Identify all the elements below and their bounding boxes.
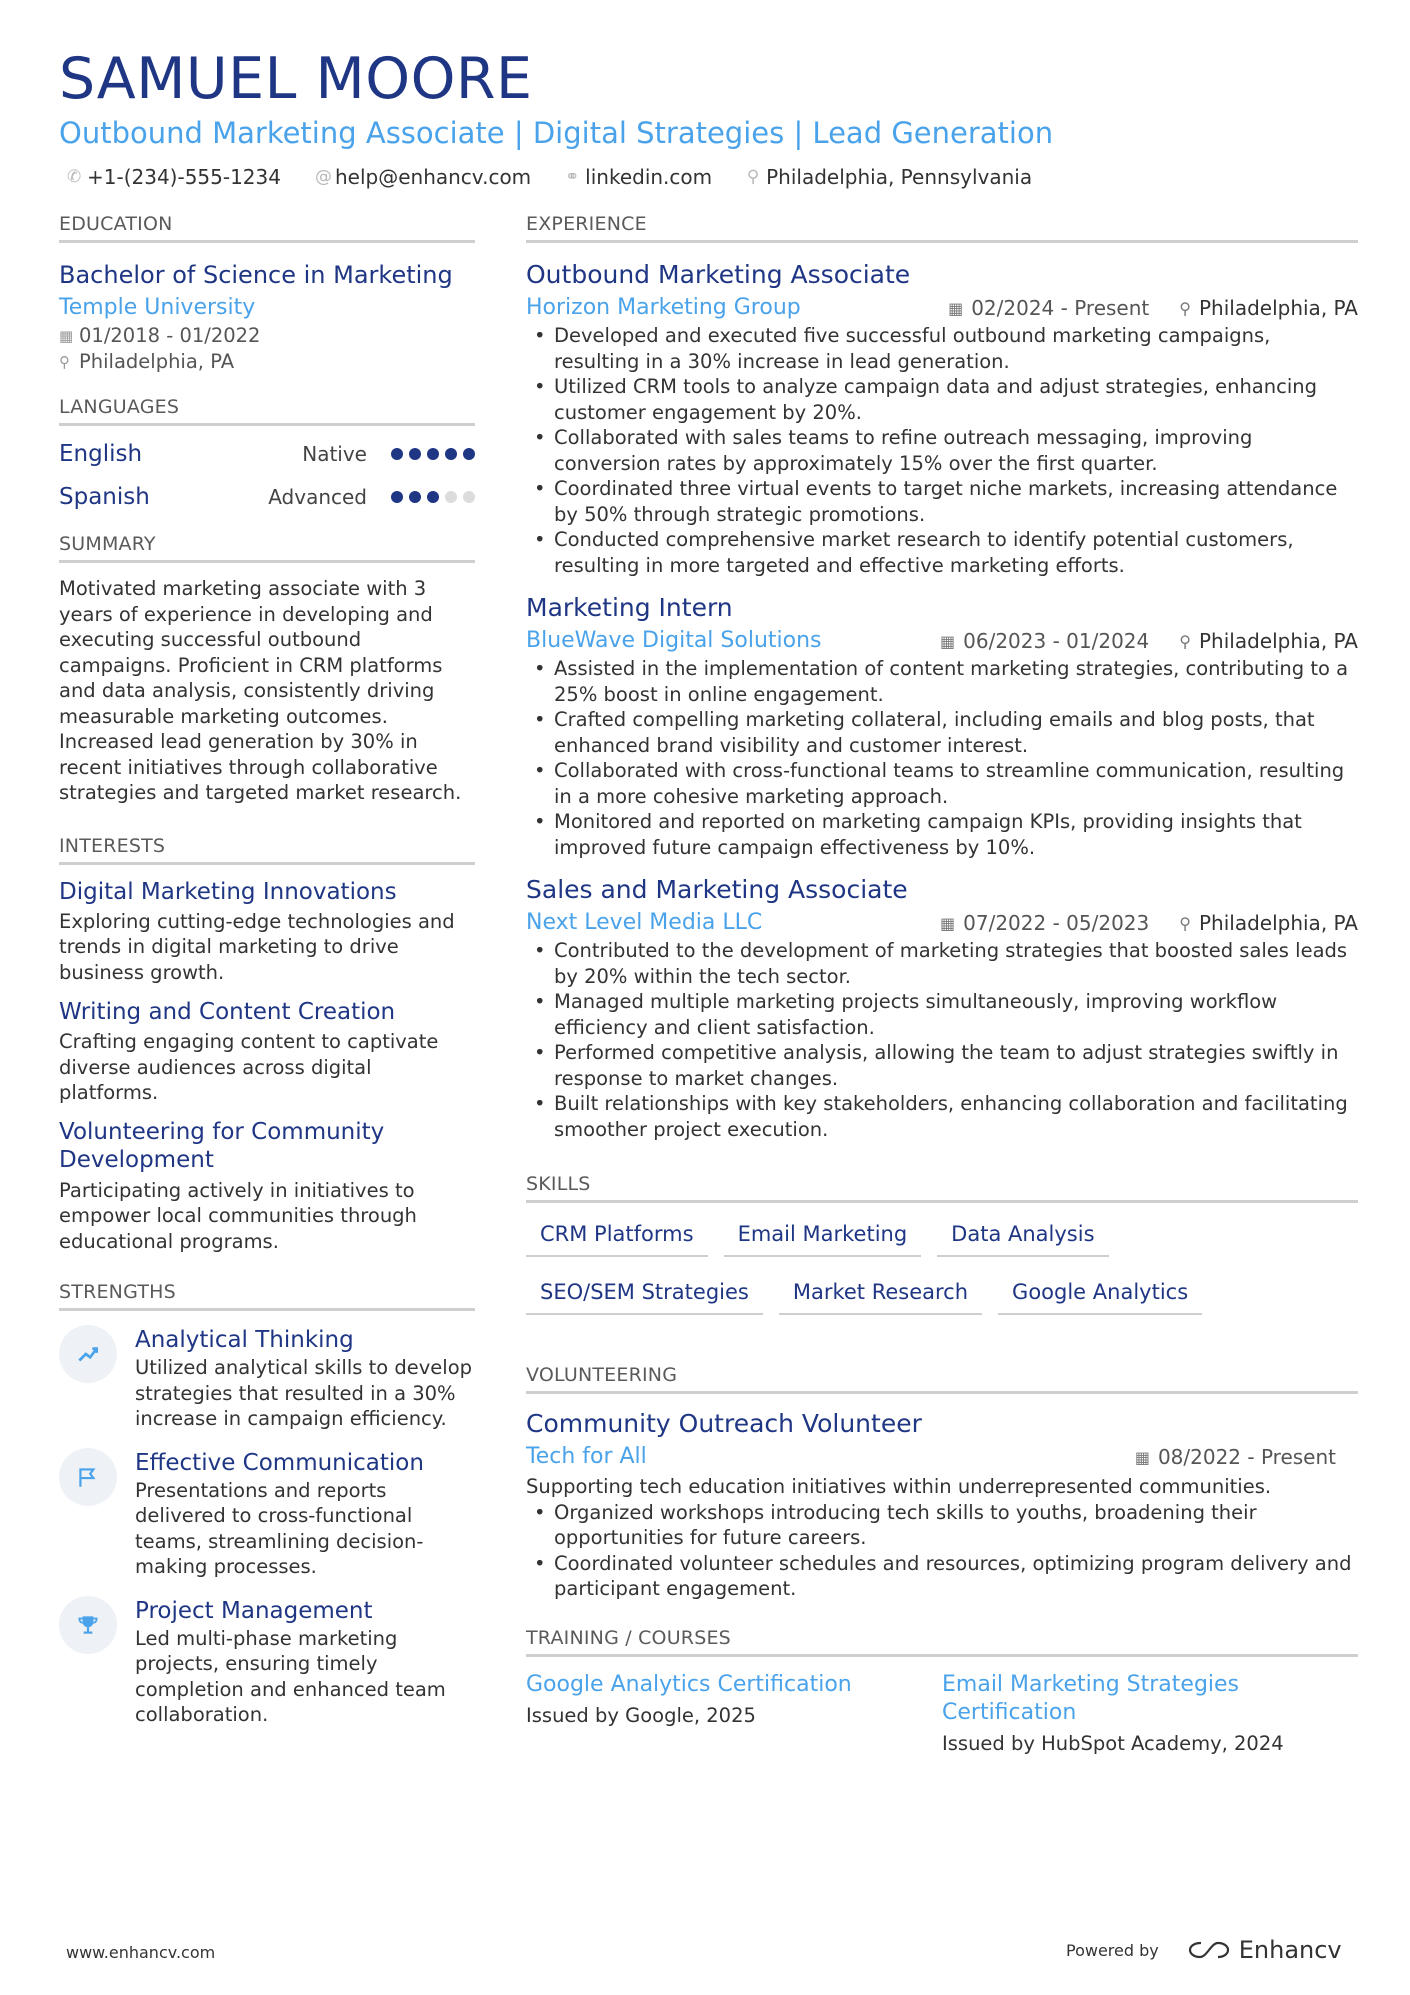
strength-title: Project Management [135, 1597, 373, 1624]
school: Temple University [59, 295, 256, 320]
at-icon: @ [314, 167, 332, 187]
bullet: • Managed multiple marketing projects simultaneously, improving workflow efficiency and client satisfaction. [526, 989, 1358, 1040]
interest-desc: Crafting engaging content to captivate diverse audiences across digital platforms. [59, 1030, 439, 1104]
course-title: Email Marketing Strategies Certification [942, 1671, 1240, 1725]
rating-dot [409, 491, 421, 503]
strength-item [59, 1596, 475, 1728]
volunteer-title: Community Outreach Volunteer [526, 1409, 922, 1438]
contact-linkedin[interactable] [557, 162, 712, 192]
job-dates: 07/2022 - 05/2023 [963, 911, 1150, 935]
bullet: • Coordinated three virtual events to target niche markets, increasing attendance by 50% through strategic promotions. [526, 476, 1358, 527]
job-bullets [526, 938, 1358, 1142]
course-issuer: Issued by Google, 2025 [526, 1703, 756, 1727]
contact-location [738, 162, 1032, 192]
rating-dot [391, 491, 403, 503]
language-rating [385, 448, 475, 460]
summary-text: Motivated marketing associate with 3 years of experience in developing and executing successful outbound campaigns. Proficient in CRM platforms and data analysis, consistently driving measurable marketing outcomes. Increased lead generation by 30% in recent initiatives through collaborative strategies and targeted market research. [59, 577, 462, 804]
course-item [526, 1671, 942, 1757]
job-company: Horizon Marketing Group [526, 295, 801, 320]
courses-list [526, 1671, 1358, 1757]
language-row [59, 432, 475, 475]
analytics-icon [59, 1325, 117, 1383]
job-entry [526, 592, 1358, 860]
language-row [59, 475, 475, 518]
skill-tag: Email Marketing [724, 1215, 922, 1257]
bullet: • Collaborated with cross-functional teams to streamline communication, resulting in a more cohesive marketing approach. [526, 758, 1358, 809]
education-location [59, 349, 475, 375]
bullet: • Monitored and reported on marketing campaign KPIs, providing insights that improved future campaign effectiveness by 10%. [526, 809, 1358, 860]
job-meta [940, 911, 1358, 935]
job-bullets [526, 323, 1358, 578]
volunteer-meta [1135, 1445, 1336, 1469]
bullet: • Crafted compelling marketing collateral, including emails and blog posts, that enhanced brand visibility and customer interest. [526, 707, 1358, 758]
rating-dot [427, 491, 439, 503]
education-entry [59, 259, 475, 375]
skills-list [526, 1215, 1358, 1331]
job-location: Philadelphia, PA [1198, 629, 1358, 653]
strength-item [59, 1325, 475, 1432]
strength-title: Effective Communication [135, 1449, 424, 1476]
phone-icon: ✆ [67, 167, 82, 187]
right-column [526, 210, 1358, 1756]
calendar-icon: ▦ [948, 298, 964, 318]
education-location-text: Philadelphia, PA [79, 350, 235, 373]
location-text: Philadelphia, Pennsylvania [766, 165, 1033, 189]
bullet: • Utilized CRM tools to analyze campaign data and adjust strategies, enhancing customer engagement by 20%. [526, 374, 1358, 425]
languages-title: LANGUAGES [59, 393, 475, 426]
skill-tag: Data Analysis [937, 1215, 1108, 1257]
calendar-icon: ▦ [59, 327, 74, 345]
contact-email[interactable] [307, 162, 531, 192]
skill-tag: Google Analytics [998, 1273, 1202, 1315]
training-title: TRAINING / COURSES [526, 1624, 1358, 1657]
language-name: English [59, 440, 143, 467]
location-pin-icon: ⚲ [746, 167, 760, 187]
skill-tag: SEO/SEM Strategies [526, 1273, 763, 1315]
strength-desc: Presentations and reports delivered to cross-functional teams, streamlining decision-making processes. [135, 1478, 424, 1578]
interest-desc: Participating actively in initiatives to empower local communities through educational programs. [59, 1178, 417, 1253]
interest-item [59, 877, 475, 986]
course-issuer: Issued by HubSpot Academy, 2024 [942, 1731, 1284, 1755]
education-dates [59, 323, 475, 349]
job-meta [948, 296, 1358, 320]
flag-icon [59, 1448, 117, 1506]
job-dates: 06/2023 - 01/2024 [963, 629, 1150, 653]
rating-dot [391, 448, 403, 460]
volunteering-entry [526, 1408, 1358, 1602]
volunteer-bullets [526, 1500, 1358, 1602]
volunteer-org: Tech for All [526, 1444, 647, 1469]
interest-item [59, 997, 475, 1106]
bullet: • Assisted in the implementation of content marketing strategies, contributing to a 25% boost in online engagement. [526, 656, 1358, 707]
bullet: • Conducted comprehensive market research to identify potential customers, resulting in more targeted and effective marketing efforts. [526, 527, 1358, 578]
job-dates: 02/2024 - Present [971, 296, 1150, 320]
link-icon: ⚭ [565, 167, 580, 187]
phone-text: +1-(234)-555-1234 [87, 165, 281, 189]
calendar-icon: ▦ [1134, 1447, 1150, 1467]
rating-dot [463, 448, 475, 460]
linkedin-text: linkedin.com [585, 165, 713, 189]
bullet: • Contributed to the development of marketing strategies that boosted sales leads by 20% within the tech sector. [526, 938, 1358, 989]
language-rating [385, 491, 475, 503]
contact-bar [59, 162, 1359, 192]
brand-name: Enhancv [1238, 1936, 1342, 1964]
job-entry [526, 259, 1358, 578]
left-column [59, 210, 475, 1728]
strength-desc: Led multi-phase marketing projects, ensuring timely completion and enhanced team collaboration. [135, 1626, 446, 1726]
location-pin-icon: ⚲ [1179, 913, 1191, 933]
volunteer-desc: Supporting tech education initiatives within underrepresented communities. [526, 1475, 1272, 1498]
job-entry [526, 874, 1358, 1142]
email-text: help@enhancv.com [334, 165, 532, 189]
bullet: • Developed and executed five successful outbound marketing campaigns, resulting in a 30% increase in lead generation. [526, 323, 1358, 374]
job-meta [940, 629, 1358, 653]
rating-dot [463, 491, 475, 503]
job-title: Outbound Marketing Associate [526, 260, 911, 289]
rating-dot [445, 491, 457, 503]
bullet: • Collaborated with sales teams to refine outreach messaging, improving conversion rates by approximately 15% over the first quarter. [526, 425, 1358, 476]
language-name: Spanish [59, 483, 150, 510]
course-title: Google Analytics Certification [526, 1671, 852, 1697]
trophy-icon [59, 1596, 117, 1654]
rating-dot [445, 448, 457, 460]
calendar-icon: ▦ [940, 631, 956, 651]
degree: Bachelor of Science in Marketing [59, 261, 453, 289]
interest-title: Digital Marketing Innovations [59, 878, 397, 905]
volunteer-dates: 08/2022 - Present [1157, 1445, 1336, 1469]
strengths-title: STRENGTHS [59, 1278, 475, 1311]
footer-powered [1066, 1936, 1342, 1964]
job-location: Philadelphia, PA [1198, 911, 1358, 935]
enhancv-logo[interactable] [1187, 1936, 1342, 1964]
rating-dot [427, 448, 439, 460]
headline: Outbound Marketing Associate | Digital Strategies | Lead Generation [59, 116, 1054, 150]
rating-dot [409, 448, 421, 460]
interest-title: Writing and Content Creation [59, 999, 396, 1025]
strength-title: Analytical Thinking [135, 1327, 354, 1353]
footer-website[interactable]: www.enhancv.com [66, 1943, 216, 1962]
volunteering-title: VOLUNTEERING [526, 1361, 1358, 1394]
skill-tag: CRM Platforms [526, 1215, 708, 1257]
job-bullets [526, 656, 1358, 860]
language-level: Native [302, 441, 367, 466]
summary-title: SUMMARY [59, 530, 475, 563]
calendar-icon: ▦ [940, 913, 956, 933]
languages-list [59, 432, 475, 518]
location-pin-icon: ⚲ [1179, 298, 1191, 318]
job-title: Marketing Intern [526, 593, 733, 622]
strength-item [59, 1448, 475, 1580]
bullet: • Performed competitive analysis, allowing the team to adjust strategies swiftly in response to market changes. [526, 1040, 1358, 1091]
job-title: Sales and Marketing Associate [526, 875, 908, 904]
contact-phone[interactable] [59, 162, 281, 192]
interests-title: INTERESTS [59, 832, 475, 865]
language-level: Advanced [268, 484, 367, 509]
enhancv-logo-icon [1187, 1938, 1231, 1962]
experience-title: EXPERIENCE [526, 210, 1358, 243]
education-dates-text: 01/2018 - 01/2022 [79, 324, 261, 347]
bullet: • Organized workshops introducing tech skills to youths, broadening their opportunities for future careers. [526, 1500, 1358, 1551]
job-location: Philadelphia, PA [1198, 296, 1358, 320]
interest-item [59, 1118, 475, 1255]
bullet: • Coordinated volunteer schedules and resources, optimizing program delivery and participant engagement. [526, 1551, 1358, 1602]
location-pin-icon: ⚲ [59, 353, 70, 371]
skill-tag: Market Research [779, 1273, 982, 1315]
resume-header [59, 44, 1359, 192]
location-pin-icon: ⚲ [1179, 631, 1191, 651]
bullet: • Built relationships with key stakeholders, enhancing collaboration and facilitating smoother project execution. [526, 1091, 1358, 1142]
course-item [942, 1671, 1358, 1757]
candidate-name: SAMUEL MOORE [59, 46, 533, 112]
job-company: BlueWave Digital Solutions [526, 628, 822, 653]
interest-desc: Exploring cutting-edge technologies and trends in digital marketing to drive business growth. [59, 909, 455, 984]
job-company: Next Level Media LLC [526, 910, 763, 935]
strength-desc: Utilized analytical skills to develop strategies that resulted in a 30% increase in campaign efficiency. [135, 1356, 473, 1430]
interest-title: Volunteering for Community Development [59, 1118, 385, 1173]
powered-by-text: Powered by [1066, 1940, 1159, 1960]
skills-title: SKILLS [526, 1170, 1358, 1203]
education-title: EDUCATION [59, 210, 475, 243]
